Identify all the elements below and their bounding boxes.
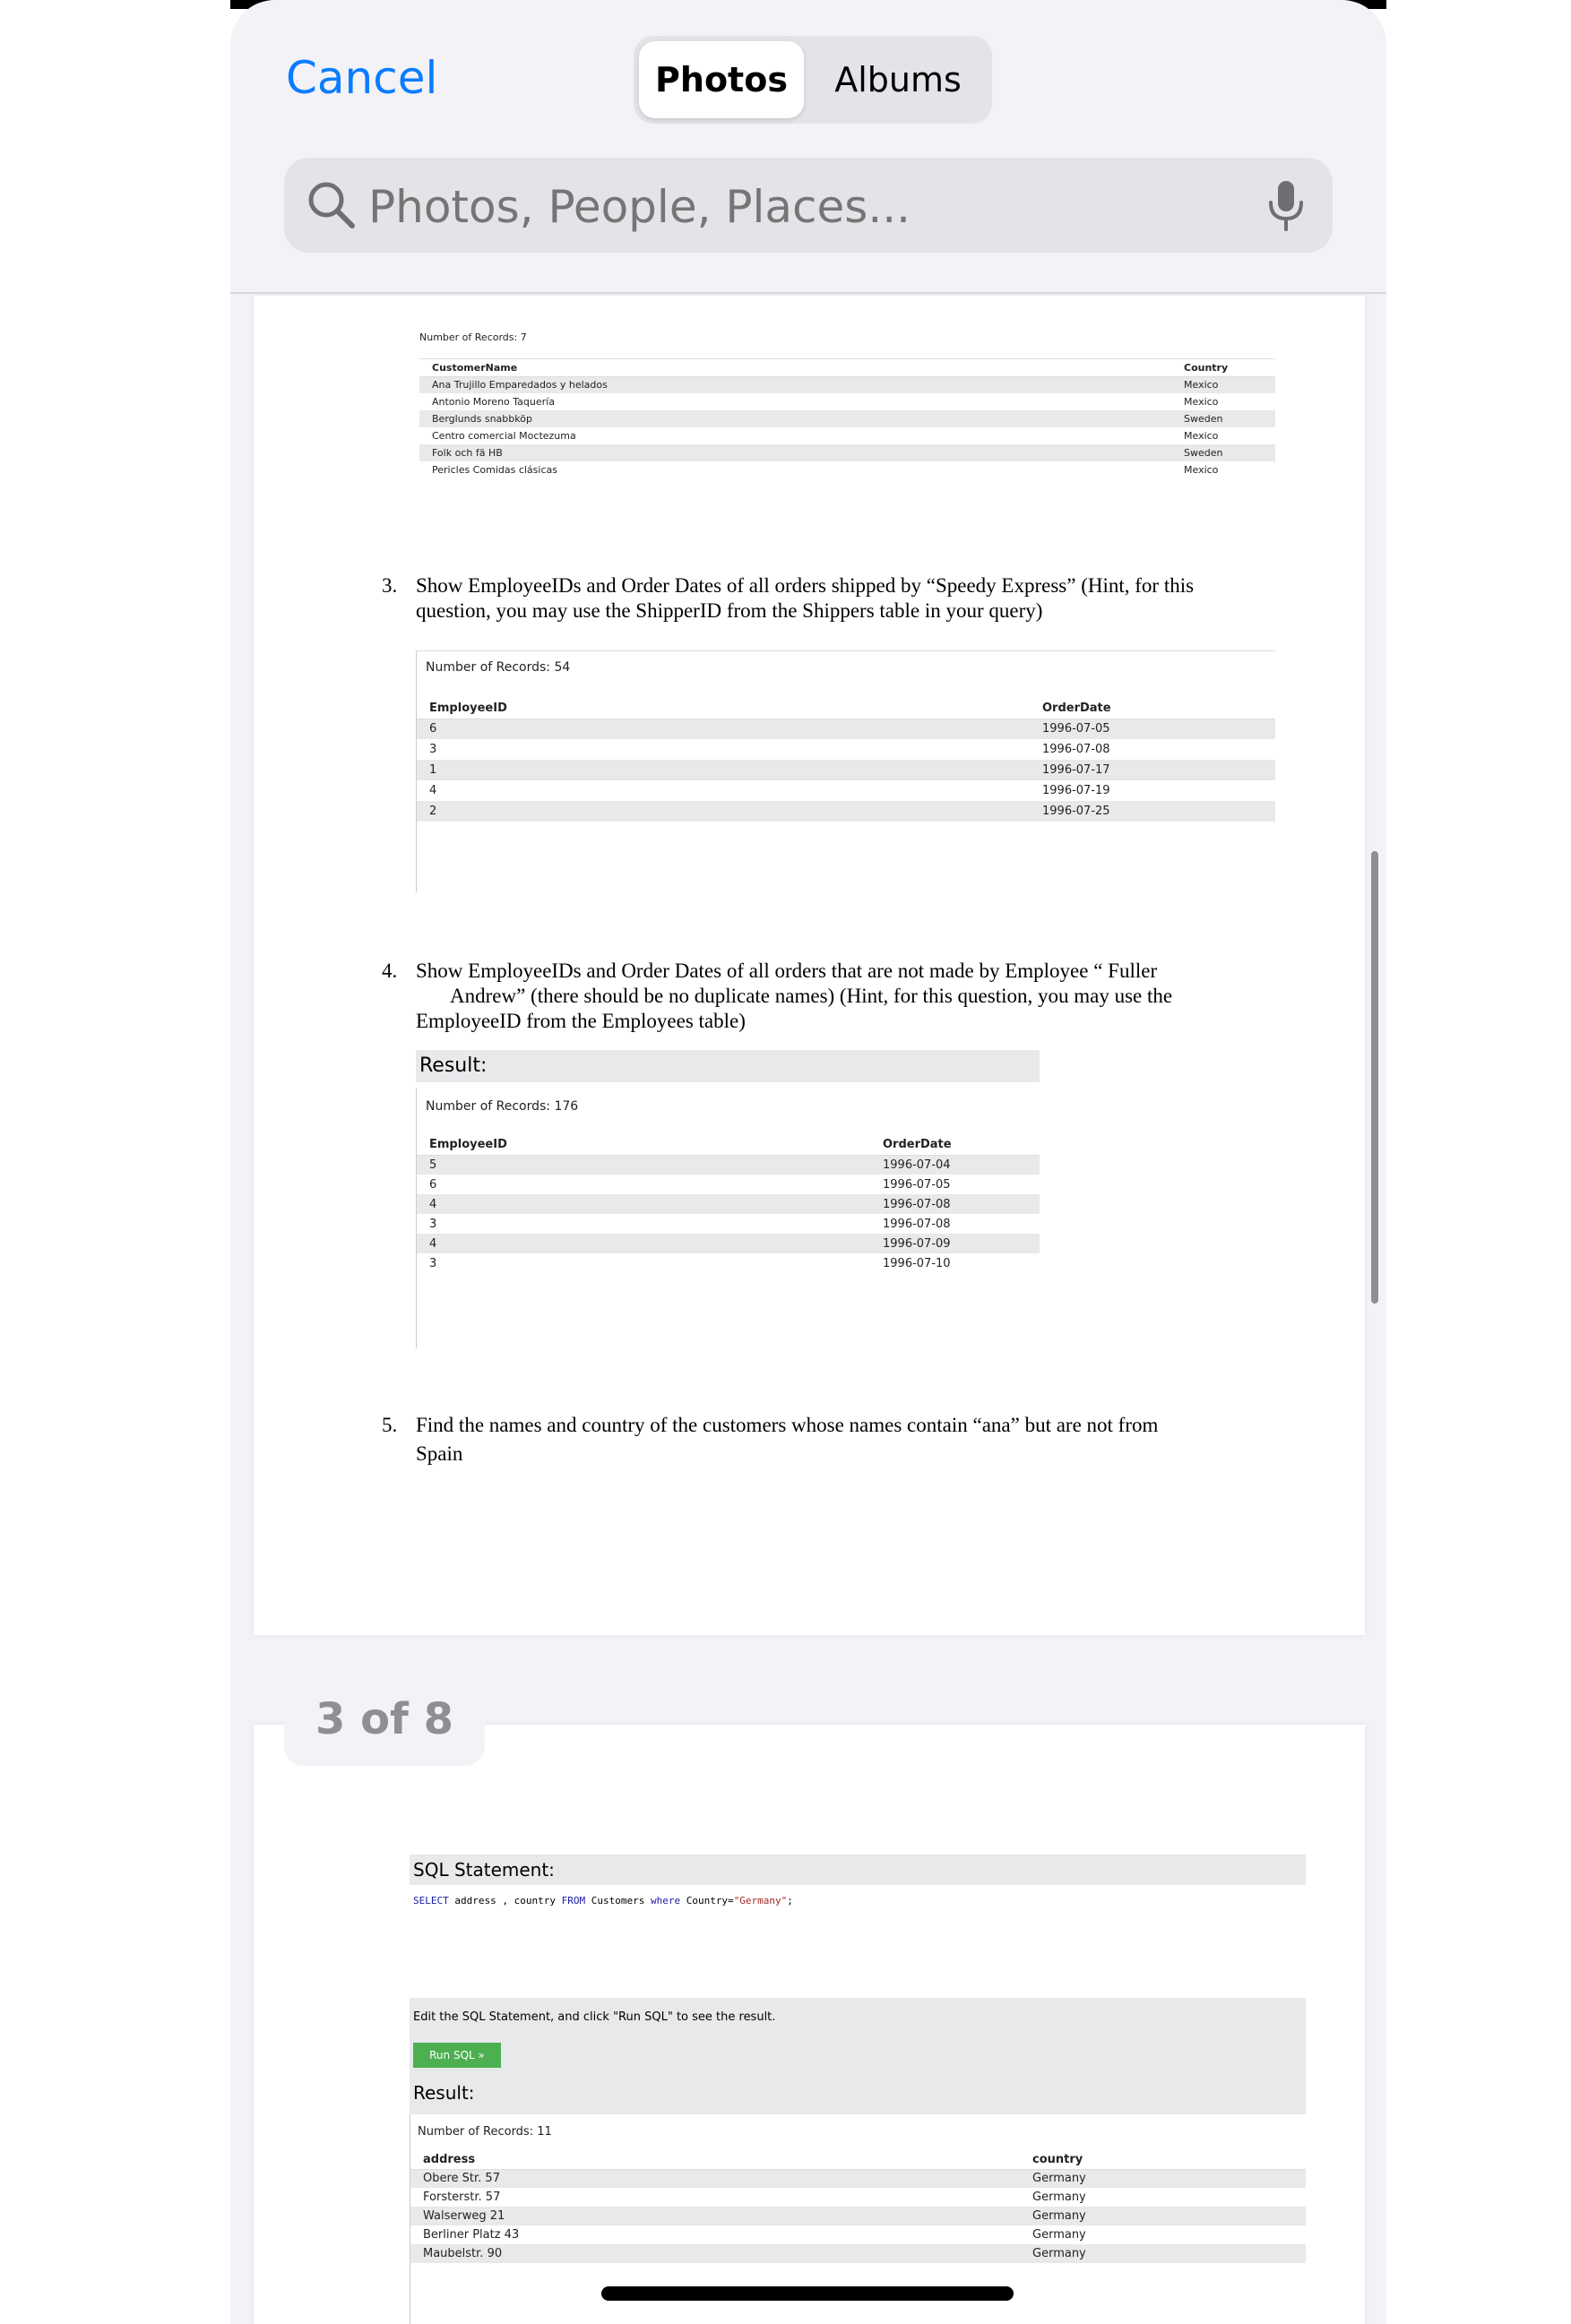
- table-cell: 6: [417, 719, 1030, 739]
- table-cell: 4: [429, 784, 437, 797]
- result-table-1: [419, 358, 1275, 484]
- column-header: CustomerName: [419, 359, 1171, 376]
- table-cell: Mexico: [1184, 396, 1219, 408]
- records-count: Number of Records: 11: [418, 2125, 552, 2139]
- records-count: Number of Records: 7: [419, 331, 527, 343]
- question-number: 5.: [382, 1414, 398, 1436]
- table-cell: Berliner Platz 43: [423, 2228, 520, 2242]
- table-cell: 1996-07-08: [870, 1194, 1040, 1214]
- scrollbar[interactable]: [1371, 851, 1378, 1304]
- picker-header: [230, 0, 1386, 294]
- question-line: Andrew” (there should be no duplicate names) (Hint, for this question, you may use the: [450, 985, 1173, 1007]
- table-cell: 1996-07-25: [1030, 801, 1275, 822]
- table-row: [417, 1194, 1040, 1214]
- table-cell: 5: [417, 1155, 870, 1175]
- table-cell: Mexico: [1184, 430, 1219, 442]
- table-cell: 1996-07-08: [1042, 743, 1110, 756]
- table-row: [417, 1214, 1040, 1234]
- sql-controls: [410, 1998, 1306, 2114]
- document-page: [254, 1725, 1365, 2324]
- table-cell: 3: [429, 1217, 437, 1231]
- sql-keyword: SELECT: [413, 1895, 449, 1907]
- column-header: EmployeeID: [417, 698, 1030, 719]
- question-5: [382, 1411, 1276, 1468]
- orders-table: [417, 698, 1275, 822]
- table-cell: Maubelstr. 90: [410, 2244, 1020, 2263]
- table-cell: Germany: [1032, 2228, 1086, 2242]
- question-line: Find the names and country of the customers whose names contain “ana” but are not from: [416, 1414, 1159, 1436]
- question-line: Spain: [416, 1442, 463, 1465]
- column-header: country: [1020, 2150, 1306, 2169]
- table-cell: Germany: [1020, 2207, 1306, 2225]
- table-cell: Germany: [1032, 2191, 1086, 2204]
- table-cell: Germany: [1020, 2244, 1306, 2263]
- home-indicator: [601, 2286, 1014, 2301]
- cancel-button[interactable]: Cancel: [286, 52, 438, 104]
- table-row: [410, 2244, 1306, 2263]
- table-cell: Walserweg 21: [410, 2207, 1020, 2225]
- table-cell: Ana Trujillo Emparedados y helados: [419, 376, 1171, 393]
- sql-keyword: where: [650, 1895, 681, 1907]
- table-cell: Antonio Moreno Taquería: [432, 396, 555, 408]
- table-row: [417, 1253, 1040, 1273]
- records-count: Number of Records: 54: [426, 660, 571, 675]
- table-row: [410, 2188, 1306, 2207]
- table-row: [410, 2207, 1306, 2225]
- table-row: [417, 760, 1275, 780]
- table-row: [419, 376, 1275, 393]
- tab-photos[interactable]: Photos: [639, 41, 804, 118]
- question-line: Show EmployeeIDs and Order Dates of all orders that are not made by Employee “ Fuller: [416, 960, 1158, 982]
- table-cell: 1996-07-08: [883, 1217, 951, 1231]
- table-cell: 4: [417, 1234, 870, 1253]
- question-text: Show EmployeeIDs and Order Dates of all orders shipped by “Speedy Express” (Hint, for this question, you may use the ShipperID from the Shippers table in your query): [416, 574, 1195, 622]
- table-cell: Obere Str. 57: [410, 2169, 1020, 2188]
- orders-table: [417, 1135, 1040, 1273]
- result-table-2: [416, 650, 1275, 892]
- page-counter: 3 of 8: [284, 1673, 485, 1766]
- sql-text: Country=: [680, 1895, 734, 1907]
- result-table-3: [416, 1089, 1040, 1348]
- edit-hint: Edit the SQL Statement, and click "Run SQL" to see the result.: [413, 2010, 776, 2024]
- table-cell: Forsterstr. 57: [423, 2191, 501, 2204]
- table-row: [417, 1155, 1040, 1175]
- table-row: [419, 410, 1275, 427]
- sql-text: Customers: [585, 1895, 651, 1907]
- table-row: [419, 393, 1275, 410]
- question-number: 3.: [382, 574, 398, 597]
- table-row: [417, 1234, 1040, 1253]
- table-cell: 1: [417, 760, 1030, 780]
- search-icon: [306, 179, 358, 231]
- microphone-icon[interactable]: [1266, 179, 1306, 233]
- table-cell: Sweden: [1171, 410, 1275, 427]
- question-3: [382, 573, 1258, 624]
- question-4: [382, 959, 1276, 1034]
- table-cell: 1996-07-19: [1042, 784, 1110, 797]
- sql-statement-label: SQL Statement:: [410, 1855, 1306, 1885]
- column-header: OrderDate: [1030, 698, 1275, 719]
- table-cell: 3: [429, 743, 437, 756]
- tab-albums[interactable]: Albums: [834, 60, 962, 99]
- segmented-control: [634, 36, 992, 124]
- search-input[interactable]: [368, 181, 1175, 233]
- table-row: [417, 1175, 1040, 1194]
- table-cell: Pericles Comidas clásicas: [432, 464, 557, 476]
- question-number: 4.: [382, 960, 398, 982]
- sql-keyword: FROM: [561, 1895, 586, 1907]
- table-cell: 1996-07-17: [1030, 760, 1275, 780]
- search-bar[interactable]: [284, 158, 1333, 253]
- table-row: [419, 461, 1275, 478]
- table-cell: 4: [417, 1194, 870, 1214]
- question-line: EmployeeID from the Employees table): [416, 1010, 746, 1032]
- table-cell: Germany: [1020, 2169, 1306, 2188]
- result-label: Result:: [416, 1050, 1040, 1082]
- sql-statement: [413, 1895, 793, 1907]
- table-header-row: [419, 359, 1275, 376]
- table-cell: 3: [429, 1256, 437, 1270]
- table-row: [410, 2225, 1306, 2244]
- table-cell: Berglunds snabbköp: [419, 410, 1171, 427]
- column-header: EmployeeID: [417, 1135, 870, 1155]
- table-row: [419, 427, 1275, 444]
- sql-text: address , country: [448, 1895, 562, 1907]
- column-header: Country: [1171, 359, 1275, 376]
- table-cell: 1996-07-04: [870, 1155, 1040, 1175]
- sql-text: ;: [787, 1895, 793, 1907]
- address-table: [410, 2150, 1306, 2263]
- table-row: [419, 444, 1275, 461]
- table-row: [417, 739, 1275, 760]
- table-header-row: [417, 698, 1275, 719]
- table-header-row: [410, 2150, 1306, 2169]
- column-header: address: [410, 2150, 1020, 2169]
- photo-picker-sheet: [230, 0, 1386, 2324]
- table-cell: Centro comercial Moctezuma: [432, 430, 576, 442]
- table-cell: 6: [429, 1177, 437, 1192]
- table-row: [417, 719, 1275, 739]
- result-label: Result:: [413, 2082, 475, 2104]
- customers-table: [419, 359, 1275, 478]
- table-cell: 2: [417, 801, 1030, 822]
- table-cell: Sweden: [1171, 444, 1275, 461]
- sql-string: "Germany": [733, 1895, 788, 1907]
- table-cell: Mexico: [1184, 464, 1219, 476]
- records-count: Number of Records: 176: [426, 1099, 579, 1114]
- table-cell: 1996-07-09: [870, 1234, 1040, 1253]
- run-sql-button[interactable]: Run SQL »: [413, 2043, 501, 2068]
- table-cell: 1996-07-05: [883, 1177, 951, 1192]
- table-cell: 1996-07-05: [1030, 719, 1275, 739]
- column-header: OrderDate: [870, 1135, 1040, 1155]
- table-row: [417, 801, 1275, 822]
- table-row: [417, 780, 1275, 801]
- table-cell: Folk och fä HB: [419, 444, 1171, 461]
- table-cell: Mexico: [1171, 376, 1275, 393]
- document-page: [254, 296, 1365, 1635]
- table-header-row: [417, 1135, 1040, 1155]
- table-row: [410, 2169, 1306, 2188]
- table-cell: 1996-07-10: [883, 1256, 951, 1270]
